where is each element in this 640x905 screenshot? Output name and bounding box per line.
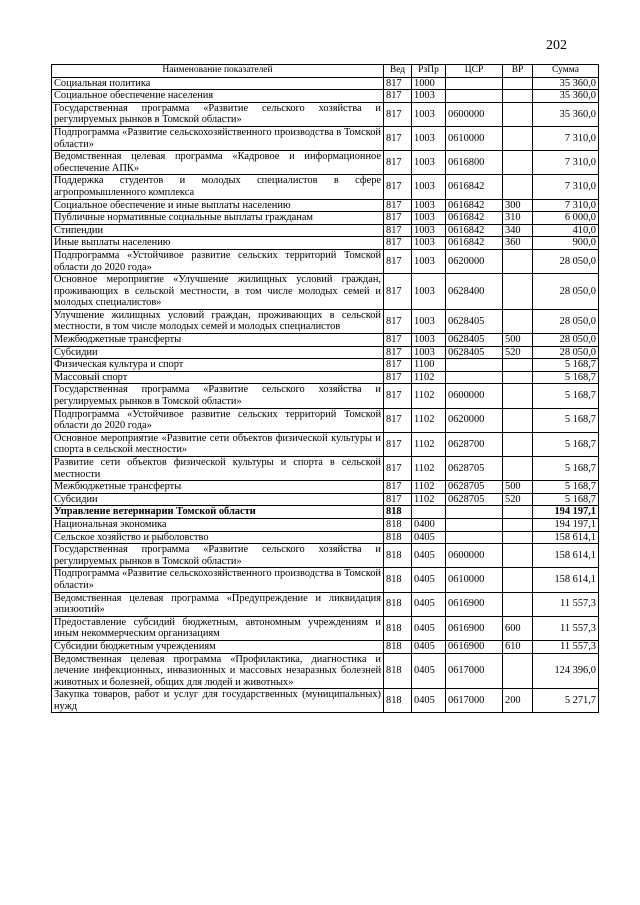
table-row xyxy=(52,689,599,713)
cell-rzpr: 1100 xyxy=(412,359,446,372)
table-row xyxy=(52,175,599,199)
cell-name: Физическая культура и спорт xyxy=(52,359,384,372)
cell-name: Стипендии xyxy=(52,224,384,237)
table-row xyxy=(52,90,599,103)
cell-vr xyxy=(503,371,533,384)
cell-name: Подпрограмма «Развитие сельскохозяйственного производства в Томской области» xyxy=(52,126,384,150)
cell-csr xyxy=(446,531,503,544)
cell-ved: 817 xyxy=(384,199,412,212)
cell-csr: 0620000 xyxy=(446,408,503,432)
table-row xyxy=(52,359,599,372)
cell-name: Социальная политика xyxy=(52,77,384,90)
cell-csr: 0600000 xyxy=(446,384,503,408)
cell-vr xyxy=(503,384,533,408)
table-row xyxy=(52,249,599,273)
cell-sum: 35 360,0 xyxy=(533,102,599,126)
header-csr: ЦСР xyxy=(446,65,503,78)
cell-csr: 0600000 xyxy=(446,102,503,126)
cell-rzpr: 1003 xyxy=(412,212,446,225)
cell-sum: 28 050,0 xyxy=(533,249,599,273)
cell-ved: 818 xyxy=(384,616,412,640)
cell-csr: 0616842 xyxy=(446,224,503,237)
cell-rzpr: 1003 xyxy=(412,199,446,212)
cell-rzpr: 0405 xyxy=(412,544,446,568)
cell-vr: 600 xyxy=(503,616,533,640)
cell-csr: 0628405 xyxy=(446,346,503,359)
cell-vr xyxy=(503,506,533,519)
cell-vr xyxy=(503,518,533,531)
cell-csr: 0616800 xyxy=(446,151,503,175)
cell-vr xyxy=(503,592,533,616)
cell-rzpr: 1003 xyxy=(412,224,446,237)
cell-name: Межбюджетные трансферты xyxy=(52,481,384,494)
table-row xyxy=(52,199,599,212)
cell-csr: 0617000 xyxy=(446,653,503,689)
cell-name: Улучшение жилищных условий граждан, проживающих в сельской местности, в том числе молодых семей и молодых специалистов xyxy=(52,309,384,333)
cell-rzpr xyxy=(412,506,446,519)
table-row xyxy=(52,531,599,544)
cell-name: Предоставление субсидий бюджетным, автономным учреждениям и иным некоммерческим организациям xyxy=(52,616,384,640)
cell-vr xyxy=(503,432,533,456)
cell-vr xyxy=(503,408,533,432)
cell-name: Государственная программа «Развитие сельского хозяйства и регулируемых рынков в Томской области» xyxy=(52,384,384,408)
cell-sum: 5 168,7 xyxy=(533,432,599,456)
cell-csr xyxy=(446,506,503,519)
cell-ved: 818 xyxy=(384,506,412,519)
cell-sum: 28 050,0 xyxy=(533,334,599,347)
cell-ved: 818 xyxy=(384,531,412,544)
cell-csr: 0628405 xyxy=(446,309,503,333)
cell-ved: 817 xyxy=(384,175,412,199)
cell-vr: 500 xyxy=(503,334,533,347)
cell-rzpr: 1102 xyxy=(412,384,446,408)
header-vr: ВР xyxy=(503,65,533,78)
cell-vr xyxy=(503,90,533,103)
table-row xyxy=(52,457,599,481)
header-sum: Сумма xyxy=(533,65,599,78)
cell-vr xyxy=(503,544,533,568)
cell-sum: 194 197,1 xyxy=(533,518,599,531)
cell-vr xyxy=(503,531,533,544)
cell-vr xyxy=(503,653,533,689)
cell-rzpr: 1102 xyxy=(412,408,446,432)
table-row xyxy=(52,481,599,494)
cell-name: Массовый спорт xyxy=(52,371,384,384)
cell-name: Закупка товаров, работ и услуг для государственных (муниципальных) нужд xyxy=(52,689,384,713)
cell-csr xyxy=(446,90,503,103)
cell-name: Субсидии xyxy=(52,346,384,359)
cell-ved: 817 xyxy=(384,481,412,494)
cell-rzpr: 0405 xyxy=(412,653,446,689)
cell-ved: 817 xyxy=(384,212,412,225)
cell-sum: 11 557,3 xyxy=(533,640,599,653)
cell-ved: 817 xyxy=(384,359,412,372)
cell-ved: 818 xyxy=(384,653,412,689)
cell-rzpr: 1003 xyxy=(412,237,446,250)
cell-vr xyxy=(503,77,533,90)
cell-name: Публичные нормативные социальные выплаты гражданам xyxy=(52,212,384,225)
cell-rzpr: 1000 xyxy=(412,77,446,90)
cell-name: Сельское хозяйство и рыболовство xyxy=(52,531,384,544)
cell-sum: 5 168,7 xyxy=(533,371,599,384)
cell-rzpr: 0405 xyxy=(412,689,446,713)
page-number: 202 xyxy=(546,38,567,53)
cell-sum: 6 000,0 xyxy=(533,212,599,225)
cell-sum: 5 168,7 xyxy=(533,384,599,408)
cell-vr xyxy=(503,126,533,150)
cell-csr: 0610000 xyxy=(446,568,503,592)
cell-vr xyxy=(503,151,533,175)
table-row xyxy=(52,518,599,531)
cell-vr: 520 xyxy=(503,346,533,359)
cell-csr xyxy=(446,359,503,372)
cell-name: Подпрограмма «Устойчивое развитие сельских территорий Томской области до 2020 года» xyxy=(52,408,384,432)
cell-name: Ведомственная целевая программа «Профилактика, диагностика и лечение инфекционных, инвазионных и массовых незаразных болезней животных и болезней, общих для людей и животных» xyxy=(52,653,384,689)
cell-sum: 7 310,0 xyxy=(533,126,599,150)
cell-csr: 0610000 xyxy=(446,126,503,150)
cell-ved: 817 xyxy=(384,77,412,90)
cell-name: Государственная программа «Развитие сельского хозяйства и регулируемых рынков в Томской области» xyxy=(52,102,384,126)
cell-sum: 7 310,0 xyxy=(533,175,599,199)
table-body xyxy=(52,77,599,713)
cell-sum: 5 168,7 xyxy=(533,481,599,494)
cell-rzpr: 1003 xyxy=(412,175,446,199)
cell-sum: 124 396,0 xyxy=(533,653,599,689)
cell-csr: 0628700 xyxy=(446,432,503,456)
table-row xyxy=(52,616,599,640)
cell-csr: 0617000 xyxy=(446,689,503,713)
cell-name: Основное мероприятие «Улучшение жилищных условий граждан, проживающих в сельской местности, в том числе молодых семей и молодых специалистов» xyxy=(52,274,384,310)
cell-rzpr: 0405 xyxy=(412,640,446,653)
table-row xyxy=(52,274,599,310)
cell-csr: 0616900 xyxy=(446,592,503,616)
cell-name: Социальное обеспечение и иные выплаты населению xyxy=(52,199,384,212)
cell-sum: 158 614,1 xyxy=(533,531,599,544)
cell-rzpr: 1102 xyxy=(412,481,446,494)
cell-csr: 0616842 xyxy=(446,175,503,199)
cell-name: Национальная экономика xyxy=(52,518,384,531)
cell-sum: 7 310,0 xyxy=(533,199,599,212)
cell-name: Ведомственная целевая программа «Предупреждение и ликвидация эпизоотий» xyxy=(52,592,384,616)
cell-sum: 5 168,7 xyxy=(533,359,599,372)
table-header-row xyxy=(52,65,599,78)
cell-ved: 817 xyxy=(384,334,412,347)
table-row xyxy=(52,102,599,126)
table-row xyxy=(52,384,599,408)
cell-name: Иные выплаты населению xyxy=(52,237,384,250)
cell-vr: 500 xyxy=(503,481,533,494)
cell-sum: 194 197,1 xyxy=(533,506,599,519)
cell-name: Социальное обеспечение населения xyxy=(52,90,384,103)
cell-rzpr: 1102 xyxy=(412,493,446,506)
table-row xyxy=(52,309,599,333)
table-row xyxy=(52,432,599,456)
cell-sum: 5 168,7 xyxy=(533,493,599,506)
cell-csr xyxy=(446,371,503,384)
cell-vr xyxy=(503,175,533,199)
cell-ved: 817 xyxy=(384,346,412,359)
cell-vr xyxy=(503,457,533,481)
header-ved: Вед xyxy=(384,65,412,78)
cell-sum: 158 614,1 xyxy=(533,544,599,568)
cell-rzpr: 1102 xyxy=(412,457,446,481)
cell-csr: 0616842 xyxy=(446,212,503,225)
cell-ved: 817 xyxy=(384,408,412,432)
cell-rzpr: 0405 xyxy=(412,568,446,592)
cell-ved: 817 xyxy=(384,309,412,333)
cell-csr: 0628705 xyxy=(446,493,503,506)
cell-rzpr: 1003 xyxy=(412,90,446,103)
cell-csr: 0628405 xyxy=(446,334,503,347)
cell-ved: 818 xyxy=(384,592,412,616)
cell-sum: 28 050,0 xyxy=(533,309,599,333)
table-row xyxy=(52,224,599,237)
cell-vr xyxy=(503,568,533,592)
cell-rzpr: 1003 xyxy=(412,126,446,150)
cell-vr xyxy=(503,359,533,372)
cell-rzpr: 1003 xyxy=(412,274,446,310)
cell-ved: 817 xyxy=(384,371,412,384)
cell-sum: 5 168,7 xyxy=(533,408,599,432)
cell-name: Межбюджетные трансферты xyxy=(52,334,384,347)
cell-vr: 300 xyxy=(503,199,533,212)
cell-rzpr: 1102 xyxy=(412,432,446,456)
cell-sum: 35 360,0 xyxy=(533,77,599,90)
cell-csr: 0628705 xyxy=(446,481,503,494)
cell-vr xyxy=(503,102,533,126)
cell-vr: 610 xyxy=(503,640,533,653)
cell-name: Поддержка студентов и молодых специалистов в сфере агропромышленного комплекса xyxy=(52,175,384,199)
cell-ved: 818 xyxy=(384,689,412,713)
table-row xyxy=(52,640,599,653)
table-row xyxy=(52,544,599,568)
cell-ved: 817 xyxy=(384,151,412,175)
cell-ved: 817 xyxy=(384,102,412,126)
cell-name: Основное мероприятие «Развитие сети объектов физической культуры и спорта в сельской местности» xyxy=(52,432,384,456)
cell-ved: 817 xyxy=(384,249,412,273)
table-row xyxy=(52,334,599,347)
cell-vr: 340 xyxy=(503,224,533,237)
cell-sum: 7 310,0 xyxy=(533,151,599,175)
cell-csr xyxy=(446,77,503,90)
cell-csr: 0616842 xyxy=(446,199,503,212)
table-row xyxy=(52,653,599,689)
cell-rzpr: 0400 xyxy=(412,518,446,531)
cell-name: Развитие сети объектов физической культуры и спорта в сельской местности xyxy=(52,457,384,481)
table-row xyxy=(52,126,599,150)
table-row xyxy=(52,346,599,359)
table-row xyxy=(52,568,599,592)
table-row xyxy=(52,592,599,616)
cell-ved: 817 xyxy=(384,90,412,103)
cell-csr: 0600000 xyxy=(446,544,503,568)
header-name: Наименование показателей xyxy=(52,65,384,78)
table-row xyxy=(52,212,599,225)
cell-name: Ведомственная целевая программа «Кадровое и информационное обеспечение АПК» xyxy=(52,151,384,175)
cell-ved: 817 xyxy=(384,126,412,150)
table-row xyxy=(52,77,599,90)
cell-csr: 0616900 xyxy=(446,616,503,640)
cell-sum: 11 557,3 xyxy=(533,592,599,616)
cell-name: Подпрограмма «Развитие сельскохозяйственного производства в Томской области» xyxy=(52,568,384,592)
cell-ved: 818 xyxy=(384,544,412,568)
cell-rzpr: 0405 xyxy=(412,592,446,616)
cell-ved: 817 xyxy=(384,237,412,250)
cell-ved: 817 xyxy=(384,432,412,456)
cell-ved: 817 xyxy=(384,384,412,408)
cell-vr xyxy=(503,249,533,273)
cell-vr: 360 xyxy=(503,237,533,250)
cell-csr: 0616900 xyxy=(446,640,503,653)
cell-rzpr: 1003 xyxy=(412,249,446,273)
cell-csr: 0628705 xyxy=(446,457,503,481)
cell-vr xyxy=(503,309,533,333)
cell-rzpr: 0405 xyxy=(412,616,446,640)
cell-rzpr: 1102 xyxy=(412,371,446,384)
cell-vr xyxy=(503,274,533,310)
cell-csr: 0616842 xyxy=(446,237,503,250)
cell-vr: 310 xyxy=(503,212,533,225)
cell-ved: 817 xyxy=(384,493,412,506)
cell-name: Субсидии бюджетным учреждениям xyxy=(52,640,384,653)
cell-vr: 200 xyxy=(503,689,533,713)
cell-ved: 817 xyxy=(384,224,412,237)
cell-csr: 0628400 xyxy=(446,274,503,310)
cell-ved: 818 xyxy=(384,518,412,531)
budget-table xyxy=(51,64,599,713)
cell-rzpr: 1003 xyxy=(412,346,446,359)
cell-name: Государственная программа «Развитие сельского хозяйства и регулируемых рынков в Томской области» xyxy=(52,544,384,568)
cell-ved: 818 xyxy=(384,568,412,592)
cell-rzpr: 0405 xyxy=(412,531,446,544)
cell-sum: 410,0 xyxy=(533,224,599,237)
cell-name: Субсидии xyxy=(52,493,384,506)
cell-sum: 900,0 xyxy=(533,237,599,250)
cell-sum: 28 050,0 xyxy=(533,346,599,359)
table-row xyxy=(52,151,599,175)
cell-name: Подпрограмма «Устойчивое развитие сельских территорий Томской области до 2020 года» xyxy=(52,249,384,273)
cell-ved: 817 xyxy=(384,274,412,310)
cell-rzpr: 1003 xyxy=(412,151,446,175)
table-row xyxy=(52,237,599,250)
cell-sum: 28 050,0 xyxy=(533,274,599,310)
cell-sum: 11 557,3 xyxy=(533,616,599,640)
cell-ved: 817 xyxy=(384,457,412,481)
table-row xyxy=(52,371,599,384)
header-rzpr: РзПр xyxy=(412,65,446,78)
cell-sum: 158 614,1 xyxy=(533,568,599,592)
cell-rzpr: 1003 xyxy=(412,334,446,347)
cell-ved: 818 xyxy=(384,640,412,653)
table-row xyxy=(52,493,599,506)
cell-csr: 0620000 xyxy=(446,249,503,273)
cell-name: Управление ветеринарии Томской области xyxy=(52,506,384,519)
cell-sum: 5 168,7 xyxy=(533,457,599,481)
cell-vr: 520 xyxy=(503,493,533,506)
cell-rzpr: 1003 xyxy=(412,309,446,333)
cell-csr xyxy=(446,518,503,531)
table-row xyxy=(52,506,599,519)
cell-sum: 5 271,7 xyxy=(533,689,599,713)
table-row xyxy=(52,408,599,432)
cell-sum: 35 360,0 xyxy=(533,90,599,103)
cell-rzpr: 1003 xyxy=(412,102,446,126)
